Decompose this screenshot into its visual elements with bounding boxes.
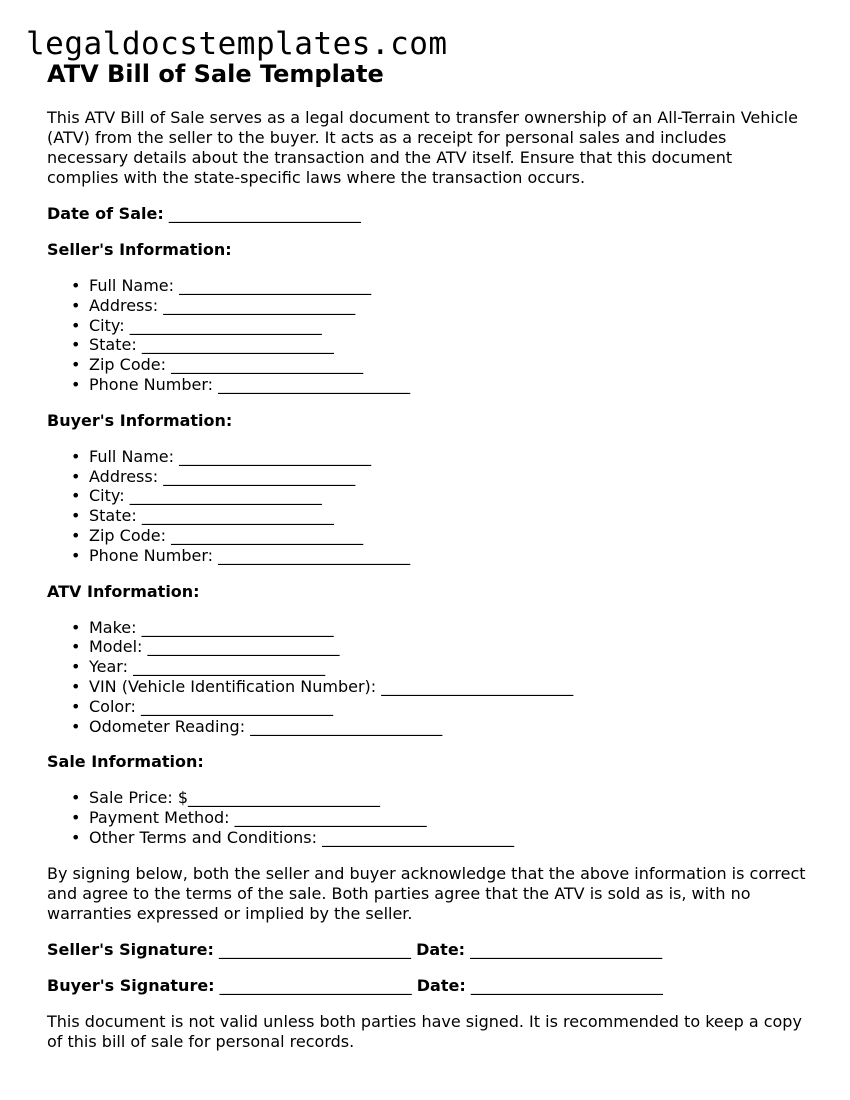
payment-method-field: • Payment Method: ________________________: [89, 808, 807, 828]
intro-paragraph: This ATV Bill of Sale serves as a legal document to transfer ownership of an All-Terrain Vehicle (ATV) from the seller to the buyer. It acts as a receipt for personal sales and includes necessary details about the transaction and the ATV itself. Ensure that this document complies with the state-specific laws where the transaction occurs.: [47, 108, 798, 187]
buyer-fields-list: [47, 447, 807, 566]
page-title: ATV Bill of Sale Template: [47, 60, 384, 88]
buyer-signature-line: [47, 976, 807, 996]
atv-make-field: • Make: ________________________: [89, 618, 807, 638]
atv-odometer-field: • Odometer Reading: ________________________: [89, 717, 807, 737]
agreement-paragraph: By signing below, both the seller and buyer acknowledge that the above information is correct and agree to the terms of the sale. Both parties agree that the ATV is sold as is, with no warranties expressed or implied by the seller.: [47, 863, 806, 923]
seller-date-label: Date:: [416, 939, 466, 959]
buyer-address-field: • Address: ________________________: [89, 467, 807, 487]
seller-state-field: • State: ________________________: [89, 335, 807, 355]
sale-fields-list: [47, 788, 807, 847]
buyer-date-label: Date:: [416, 975, 466, 995]
date-of-sale-field: [47, 204, 807, 224]
buyer-zip-field: • Zip Code: ________________________: [89, 526, 807, 546]
sale-heading: Sale Information:: [47, 752, 204, 772]
seller-heading: Seller's Information:: [47, 240, 232, 259]
atv-fields-list: [47, 618, 807, 737]
seller-fields-list: [47, 276, 807, 395]
seller-zip-field: • Zip Code: ________________________: [89, 355, 807, 375]
atv-year-field: • Year: ________________________: [89, 657, 807, 677]
other-terms-field: • Other Terms and Conditions: ________________________: [89, 828, 807, 848]
seller-address-field: • Address: ________________________: [89, 296, 807, 316]
date-of-sale-label: Date of Sale:: [47, 204, 164, 223]
seller-city-field: • City: ________________________: [89, 316, 807, 336]
seller-signature-label: Seller's Signature:: [47, 939, 214, 959]
date-of-sale-blank[interactable]: ________________________: [168, 204, 361, 223]
atv-heading: ATV Information:: [47, 581, 200, 601]
closing-paragraph: This document is not valid unless both parties have signed. It is recommended to keep a copy of this bill of sale for personal records.: [47, 1011, 802, 1051]
buyer-state-field: • State: ________________________: [89, 506, 807, 526]
buyer-city-field: • City: ________________________: [89, 486, 807, 506]
seller-date-blank[interactable]: ________________________: [470, 939, 663, 959]
atv-model-field: • Model: ________________________: [89, 637, 807, 657]
buyer-date-blank[interactable]: ________________________: [470, 975, 663, 995]
buyer-signature-label: Buyer's Signature:: [47, 975, 215, 995]
buyer-heading: Buyer's Information:: [47, 410, 233, 430]
atv-color-field: • Color: ________________________: [89, 697, 807, 717]
seller-signature-line: [47, 940, 807, 960]
sale-price-field: • Sale Price: $________________________: [89, 788, 807, 808]
document-page: [47, 58, 807, 1052]
seller-phone-field: • Phone Number: ________________________: [89, 375, 807, 395]
seller-full-name-field: • Full Name: ________________________: [89, 276, 807, 296]
atv-vin-field: • VIN (Vehicle Identification Number): ________________________: [89, 677, 807, 697]
site-watermark: legaldocstemplates.com: [26, 26, 448, 62]
buyer-full-name-field: • Full Name: ________________________: [89, 447, 807, 467]
seller-signature-blank[interactable]: ________________________: [219, 939, 411, 959]
buyer-signature-blank[interactable]: ________________________: [219, 975, 412, 995]
buyer-phone-field: • Phone Number: ________________________: [89, 546, 807, 566]
